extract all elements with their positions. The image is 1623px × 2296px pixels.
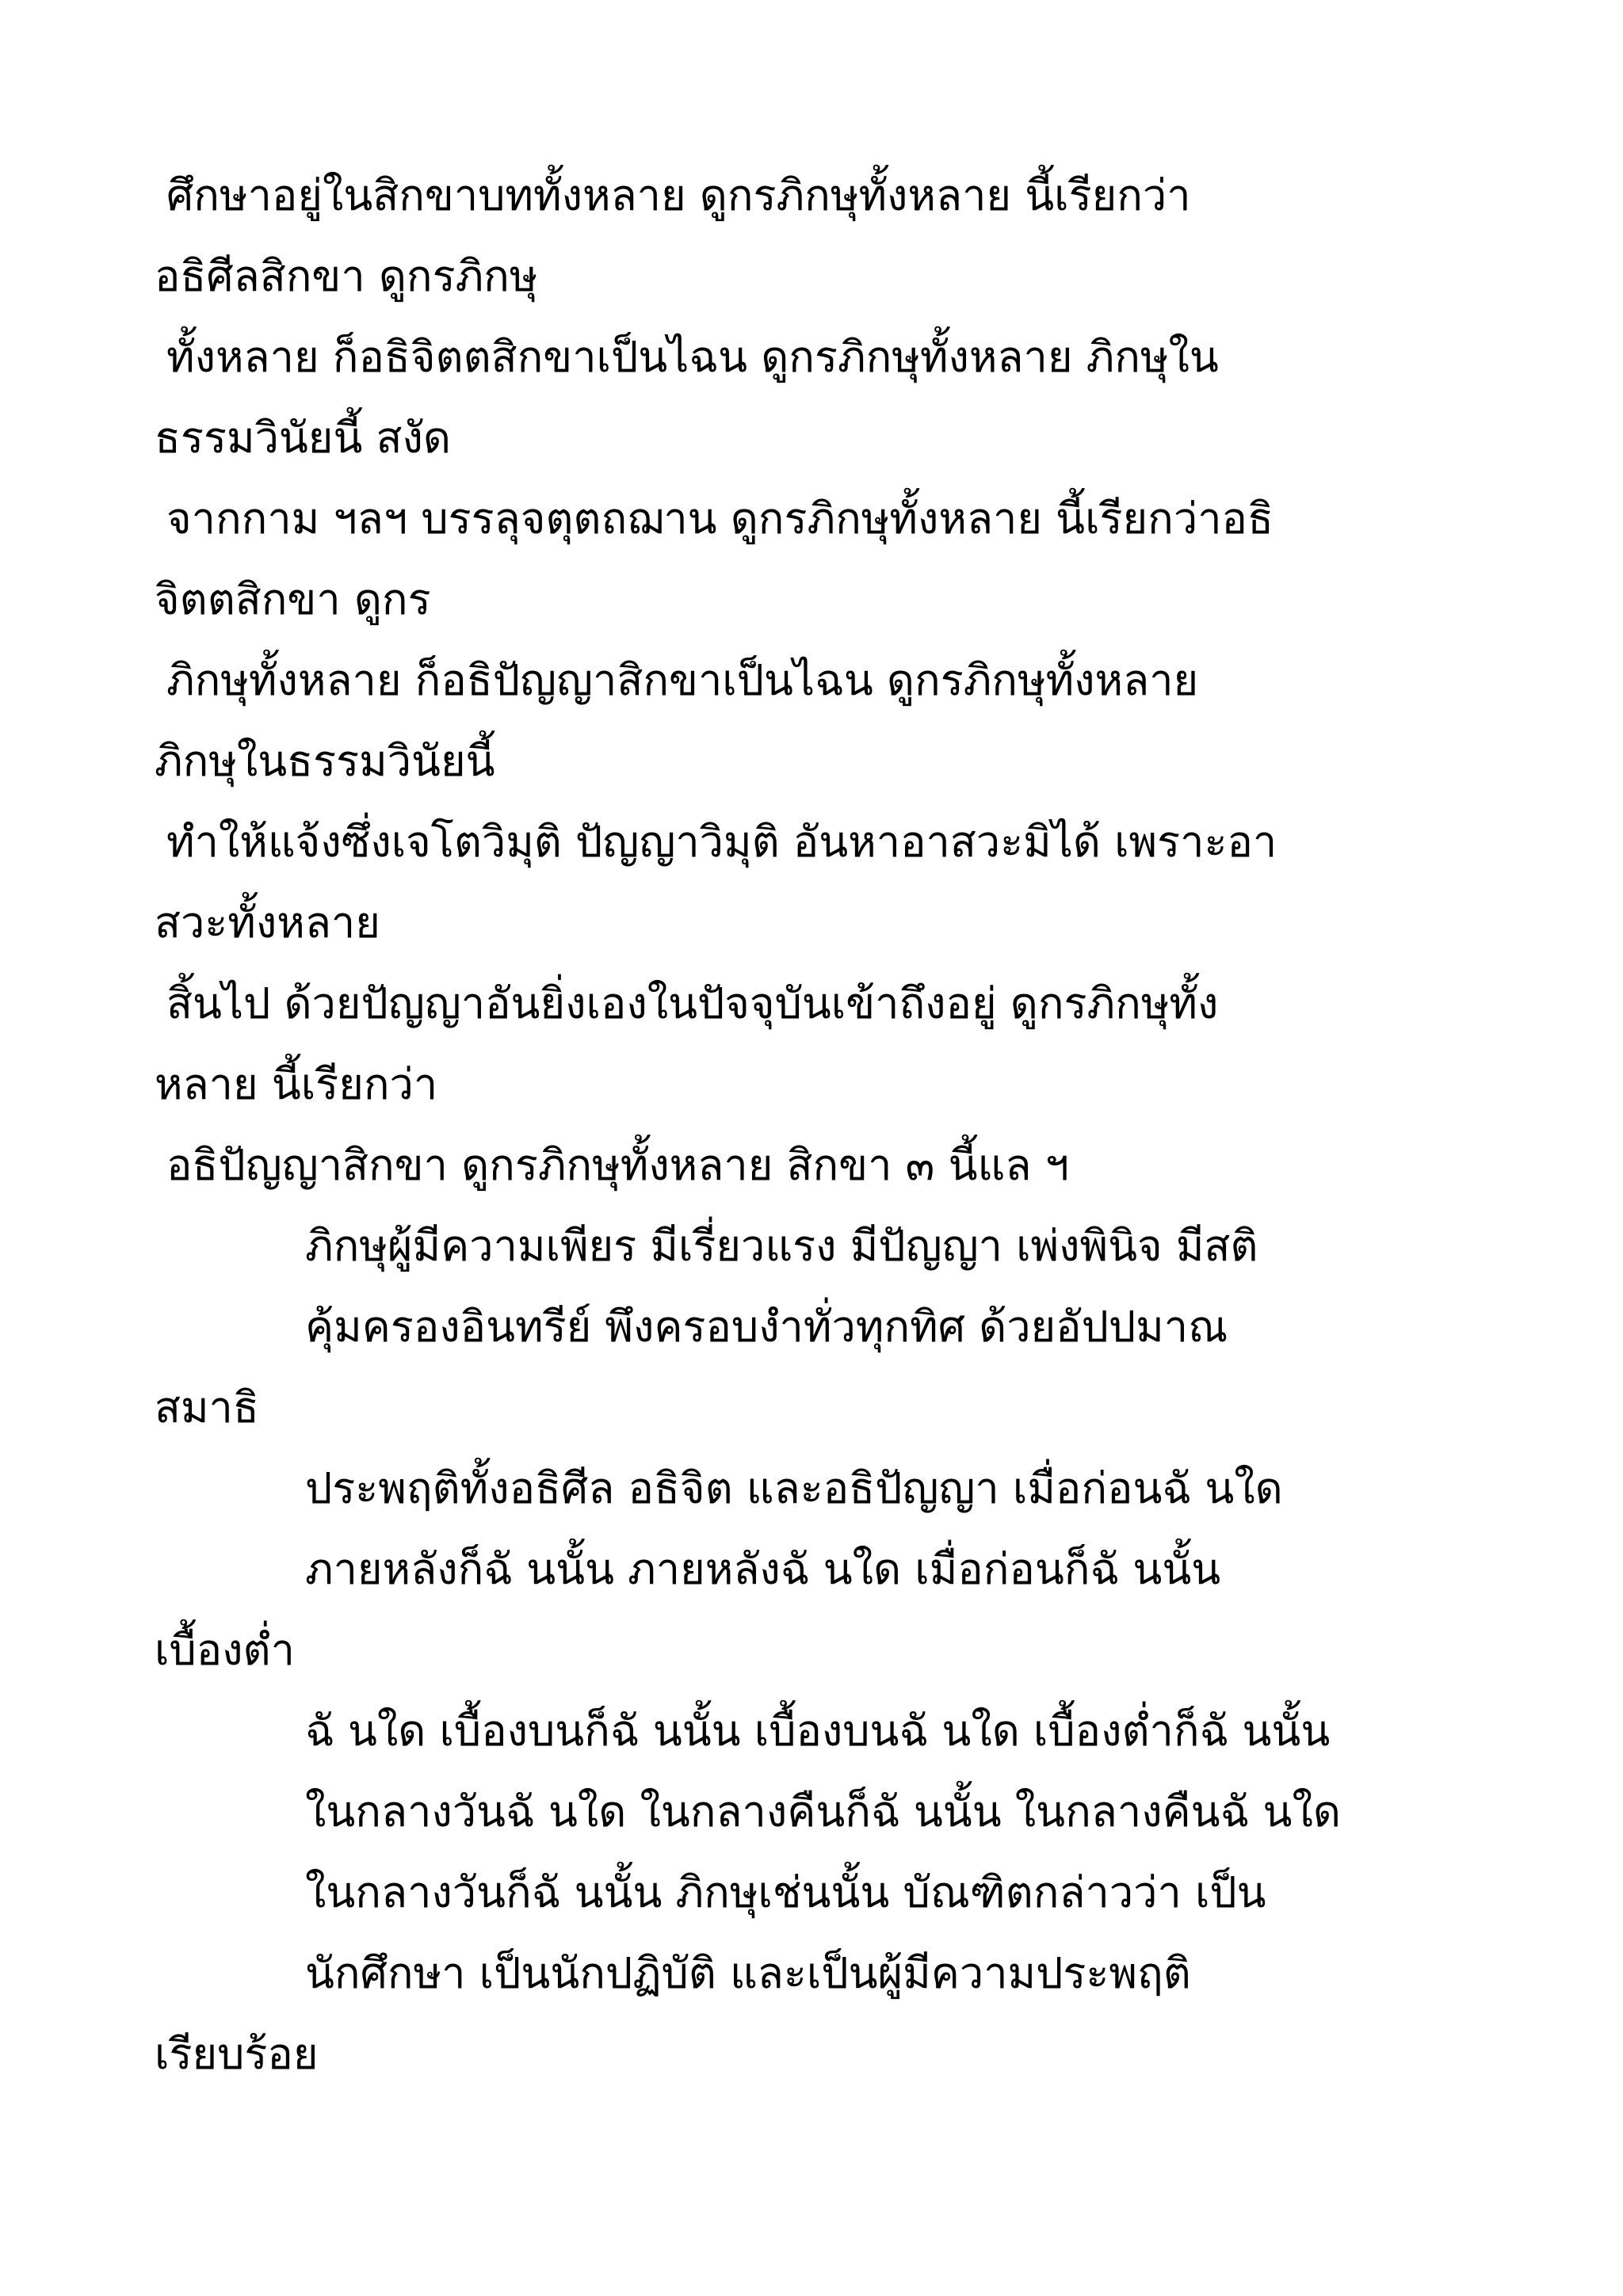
text-line: เรียบร้อย: [155, 2029, 319, 2079]
verse-line: ในกลางวันฉั นใด ในกลางคืนก็ฉั นนั้น ในกลางคืนฉั นใด: [305, 1787, 1341, 1836]
text-line: สวะทั้งหลาย: [155, 898, 380, 948]
text-line: ภิกษุในธรรมวินัยนี้: [155, 736, 495, 786]
verse-line: ฉั นใด เบื้องบนก็ฉั นนั้น เบื้องบนฉั นใด เบื้องต่ำก็ฉั นนั้น: [305, 1706, 1331, 1756]
verse-line: ประพฤติทั้งอธิศีล อธิจิต และอธิปัญญา เมื่อก่อนฉั นใด: [305, 1463, 1283, 1513]
text-line: ทั้งหลาย ก็อธิจิตตสิกขาเป็นไฉน ดูกรภิกษุทั้งหลาย ภิกษุใน: [166, 332, 1219, 382]
verse-line: นักศึกษา เป็นนักปฏิบัติ และเป็นผู้มีความประพฤติ: [305, 1948, 1191, 1998]
text-line: จิตตสิกขา ดูกร: [155, 574, 431, 624]
text-line: จากกาม ฯลฯ บรรลุจตุตถฌาน ดูกรภิกษุทั้งหลาย นี้เรียกว่าอธิ: [166, 494, 1274, 543]
verse-line: ภิกษุผู้มีความเพียร มีเรี่ยวแรง มีปัญญา เพ่งพินิจ มีสติ: [305, 1221, 1258, 1271]
text-line: ทำให้แจ้งซึ่งเจโตวิมุติ ปัญญาวิมุติ อันหาอาสวะมิได้ เพราะอา: [166, 817, 1277, 867]
text-line: อธิปัญญาสิกขา ดูกรภิกษุทั้งหลาย สิกขา ๓ นี้แล ฯ: [166, 1140, 1069, 1190]
text-line: หลาย นี้เรียกว่า: [155, 1059, 438, 1109]
verse-line: ในกลางวันก็ฉั นนั้น ภิกษุเช่นนั้น บัณฑิตกล่าวว่า เป็น: [305, 1867, 1266, 1917]
text-line: ธรรมวินัยนี้ สงัด: [155, 413, 451, 463]
text-line: สิ้นไป ด้วยปัญญาอันยิ่งเองในปัจจุบันเข้าถึงอยู่ ดูกรภิกษุทั้ง: [166, 978, 1219, 1028]
text-line: ศึกษาอยู่ในสิกขาบททั้งหลาย ดูกรภิกษุทั้งหลาย นี้เรียกว่า: [166, 170, 1191, 220]
verse-line: คุ้มครองอินทรีย์ พึงครอบงำทั่วทุกทิศ ด้วยอัปปมาณ: [305, 1302, 1228, 1352]
text-line: เบื้องต่ำ: [155, 1625, 295, 1675]
text-line: อธิศีลสิกขา ดูกรภิกษุ: [155, 251, 538, 301]
verse-line: ภายหลังก็ฉั นนั้น ภายหลังฉั นใด เมื่อก่อนก็ฉั นนั้น: [305, 1544, 1221, 1594]
text-line: สมาธิ: [155, 1383, 259, 1432]
text-line: ภิกษุทั้งหลาย ก็อธิปัญญาสิกขาเป็นไฉน ดูกรภิกษุทั้งหลาย: [166, 655, 1199, 705]
